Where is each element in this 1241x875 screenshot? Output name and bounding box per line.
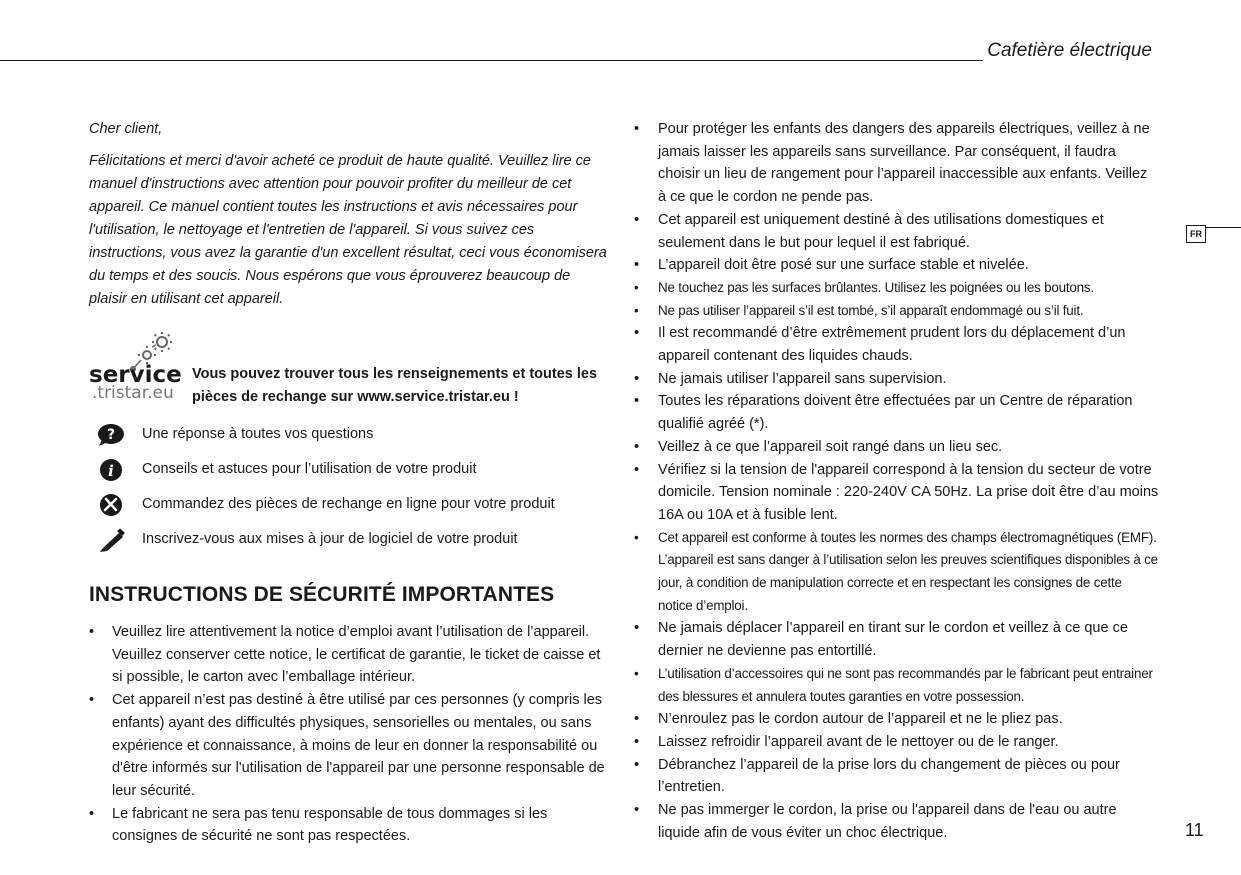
- svg-text:?: ?: [106, 427, 116, 443]
- list-item: • Cet appareil est uniquement destiné à des utilisations domestiques et seulement dans le but pour lequel il est fabriqué.: [634, 209, 1159, 254]
- question-icon: [97, 423, 125, 447]
- pen-icon: [97, 528, 125, 552]
- list-item: • N’enroulez pas le cordon autour de l’appareil et ne le pliez pas.: [634, 708, 1159, 731]
- service-logo-domain: .tristar.eu: [92, 383, 174, 401]
- list-item: • Cet appareil est conforme à toutes les normes des champs électromagnétiques (EMF). L’appareil est sans danger à l’utilisation selon les preuves scientifiques disponibles à ce jour, à condition de manipulation correcte et en respectant les consignes de cette notice d’emploi.: [634, 527, 1159, 618]
- list-item: • Le fabricant ne sera pas tenu responsable de tous dommages si les consignes de sécurité ne sont pas respectées.: [89, 803, 609, 848]
- tools-icon: [97, 493, 125, 517]
- info-icon: [97, 458, 125, 482]
- feature-item: [89, 458, 609, 493]
- feature-item: [89, 493, 609, 528]
- feature-item: [89, 528, 609, 563]
- feature-label: Commandez des pièces de rechange en ligne pour votre produit: [142, 496, 555, 512]
- list-item: • Ne jamais utiliser l’appareil sans supervision.: [634, 368, 1159, 391]
- service-tristar-logo: [89, 329, 187, 401]
- intro-paragraph: Félicitations et merci d'avoir acheté ce produit de haute qualité. Veuillez lire ce manuel d'instructions avec attention pour pouvoir profiter du meilleur de cet appareil. Ce manuel contient toutes les instructions et avis nécessaires pour l'utilisation, le nettoyage et l'entretien de l'appareil. Si vous suivez ces instructions, vous avez la garantie d'un excellent résultat, ceci vous économisera du temps et des soucis. Nous espérons que vous éprouverez beaucoup de plaisir en utilisant cet appareil.: [89, 153, 607, 307]
- feature-label: Conseils et astuces pour l’utilisation de votre produit: [142, 461, 477, 477]
- list-item: • Ne pas immerger le cordon, la prise ou l'appareil dans de l'eau ou autre liquide afin de vous éviter un choc électrique.: [634, 799, 1159, 844]
- list-item: • Il est recommandé d’être extrêmement prudent lors du déplacement d’un appareil contenant des liquides chauds.: [634, 322, 1159, 367]
- service-block: [89, 329, 609, 405]
- list-item: • Ne touchez pas les surfaces brûlantes. Utilisez les poignées ou les boutons.: [634, 277, 1159, 300]
- list-item: • Toutes les réparations doivent être effectuées par un Centre de réparation qualifié agréé (*).: [634, 390, 1159, 435]
- service-feature-list: [89, 423, 609, 563]
- header-rule: [0, 60, 983, 61]
- language-tab: FR: [1186, 225, 1206, 243]
- safety-list-right: [634, 118, 1159, 845]
- list-item: • Veillez à ce que l’appareil soit rangé dans un lieu sec.: [634, 436, 1159, 459]
- list-item: • L’appareil doit être posé sur une surface stable et nivelée.: [634, 254, 1159, 277]
- list-item: • Débranchez l’appareil de la prise lors du changement de pièces ou pour l’entretien.: [634, 754, 1159, 799]
- feature-item: [89, 423, 609, 458]
- feature-label: Une réponse à toutes vos questions: [142, 426, 374, 442]
- left-column: [89, 118, 609, 848]
- svg-text:i: i: [108, 462, 114, 480]
- service-info-text: Vous pouvez trouver tous les renseignements et toutes les pièces de rechange sur www.service.tristar.eu !: [192, 366, 598, 405]
- greeting: Cher client,: [89, 121, 163, 137]
- service-logo-word: service: [89, 362, 182, 388]
- section-title: INSTRUCTIONS DE SÉCURITÉ IMPORTANTES: [89, 583, 555, 606]
- list-item: • Cet appareil n’est pas destiné à être utilisé par ces personnes (y compris les enfants) ayant des difficultés physiques, sensorielles ou mentales, ou sans expérience et connaissance, à moins de leur en donner la responsabilité ou d'être informés sur l'utilisation de l'appareil par une personne responsable de leur sécurité.: [89, 689, 609, 803]
- right-column: [634, 118, 1159, 845]
- feature-label: Inscrivez-vous aux mises à jour de logiciel de votre produit: [142, 531, 518, 547]
- list-item: • Veuillez lire attentivement la notice d’emploi avant l’utilisation de l’appareil. Veuillez conserver cette notice, le certificat de garantie, le ticket de caisse et si possible, le carton avec l’emballage intérieur.: [89, 621, 609, 689]
- language-tab-line: [1205, 227, 1241, 228]
- list-item: • Pour protéger les enfants des dangers des appareils électriques, veillez à ne jamais laisser les appareils sans surveillance. Par conséquent, il faudra choisir un lieu de rangement pour l’appareil inaccessible aux enfants. Veillez à ce que le cordon ne pende pas.: [634, 118, 1159, 209]
- safety-list-left: [89, 621, 609, 848]
- list-item: • Laissez refroidir l’appareil avant de le nettoyer ou de le ranger.: [634, 731, 1159, 754]
- list-item: • Ne pas utiliser l’appareil s’il est tombé, s’il apparaît endommagé ou s’il fuit.: [634, 300, 1159, 323]
- page-header-title: Cafetière électrique: [987, 40, 1152, 61]
- page-number: 11: [1185, 820, 1204, 840]
- list-item: • L’utilisation d’accessoires qui ne sont pas recommandés par le fabricant peut entrainer des blessures et annulera toutes garanties en votre possession.: [634, 663, 1159, 708]
- list-item: • Vérifiez si la tension de l'appareil correspond à la tension du secteur de votre domicile. Tension nominale : 220-240V CA 50Hz. La prise doit être d’au moins 16A ou 10A et à fusible lent.: [634, 459, 1159, 527]
- list-item: • Ne jamais déplacer l’appareil en tirant sur le cordon et veillez à ce que ce dernier ne devienne pas entortillé.: [634, 617, 1159, 662]
